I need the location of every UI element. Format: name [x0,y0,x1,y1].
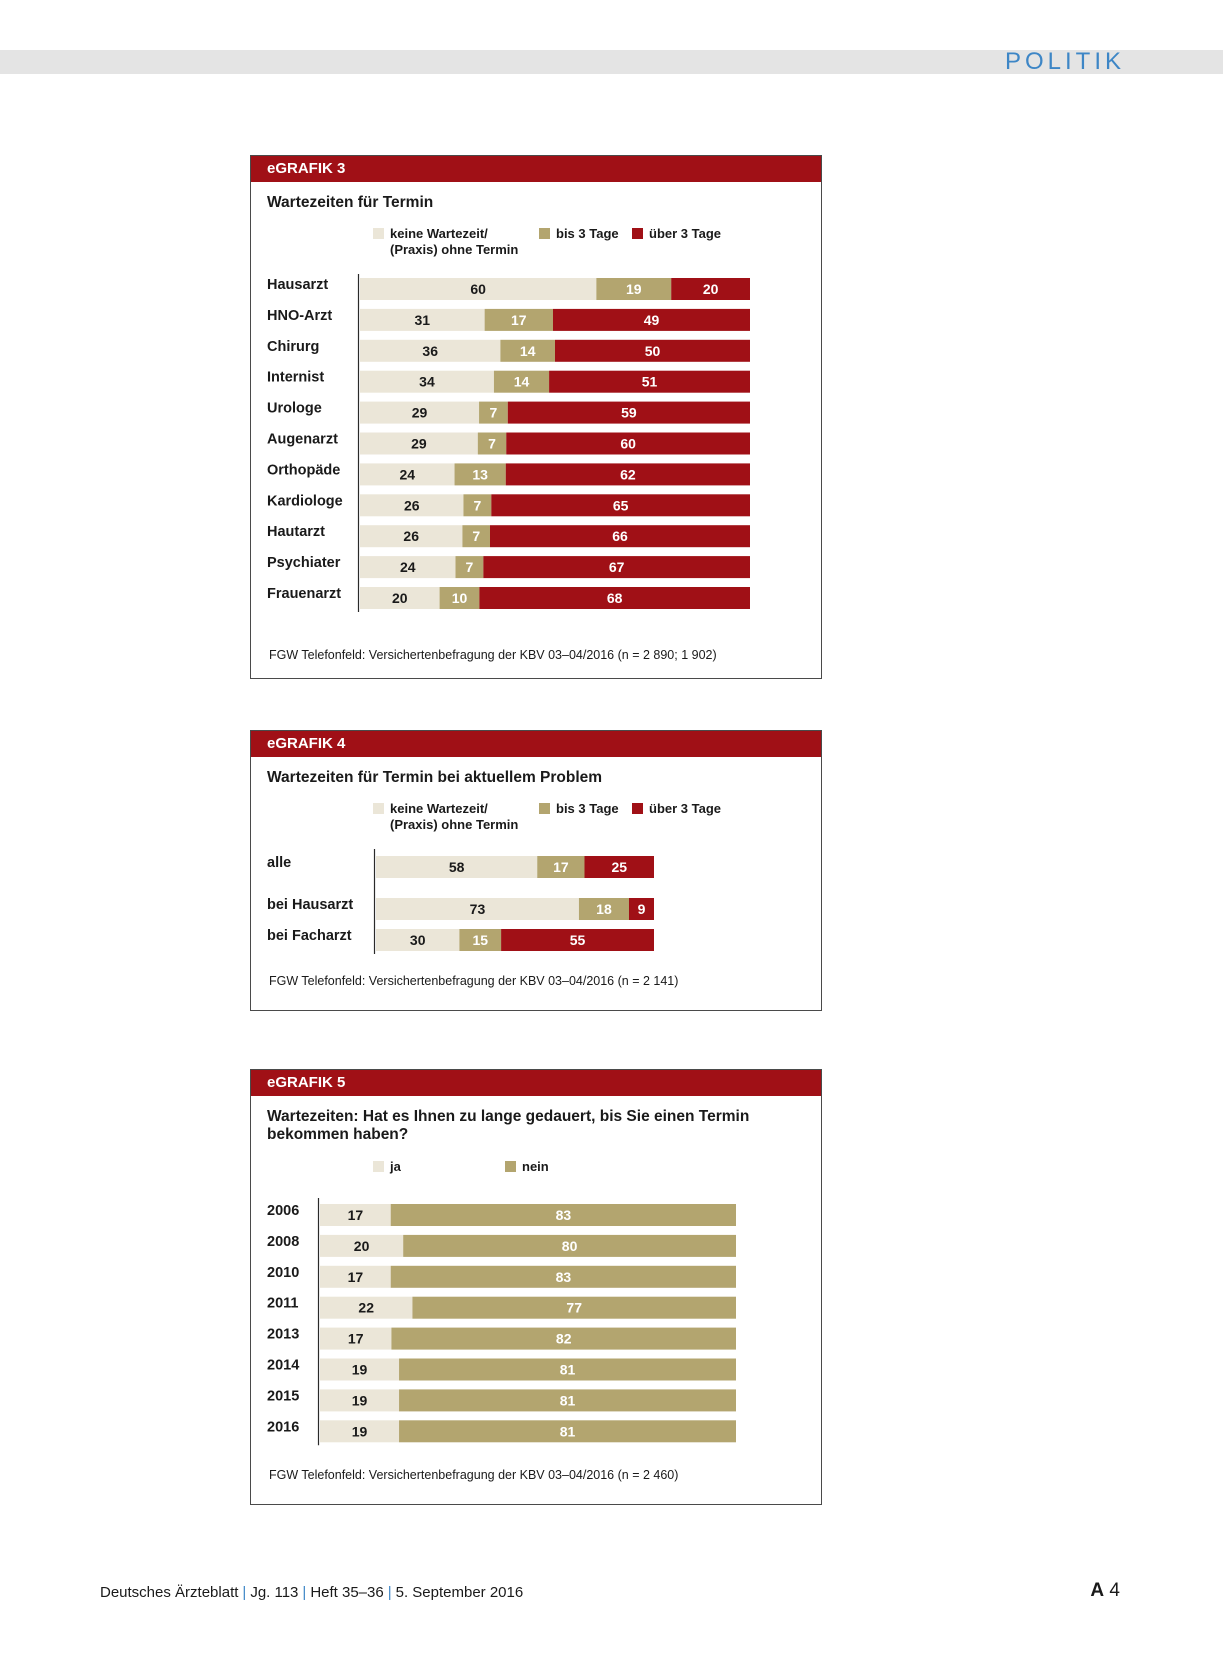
chart-plot [251,268,823,648]
data-label: 50 [644,342,661,359]
legend-label: nein [522,1159,549,1174]
data-label: 7 [472,528,481,545]
category-label: Internist [267,369,325,386]
legend-label: ja [390,1159,401,1174]
data-label: 49 [643,311,660,328]
data-label: 36 [422,342,438,359]
category-label: Hautarzt [267,524,326,541]
category-label: Orthopäde [267,462,341,479]
chart-panel-5 [250,1069,822,1505]
chart-source: FGW Telefonfeld: Versichertenbefragung der KBV 03–04/2016 (n = 2 460) [269,1468,679,1482]
category-label: bei Facharzt [267,928,352,944]
data-label: 7 [488,435,496,452]
legend-swatch [632,803,643,814]
chart-plot [251,843,823,973]
footer-date: 5. September 2016 [395,1584,524,1601]
category-label: Urologe [267,400,322,417]
data-label: 17 [347,1268,364,1285]
page-prefix: A [1090,1580,1105,1601]
chart-source: FGW Telefonfeld: Versichertenbefragung der KBV 03–04/2016 (n = 2 890; 1 902) [269,648,717,662]
data-label: 29 [411,435,427,452]
data-label: 17 [347,1330,364,1347]
legend-swatch [539,228,550,239]
data-label: 14 [519,342,536,359]
footer-issue: Heft 35–36 [310,1584,384,1601]
data-label: 25 [611,859,628,875]
data-label: 20 [353,1237,370,1254]
data-label: 58 [448,859,465,875]
data-label: 31 [414,311,431,328]
data-label: 73 [469,901,486,917]
category-label: alle [267,855,292,871]
page-number-value: 4 [1109,1580,1120,1601]
category-label: 2013 [267,1326,300,1343]
chart-title: Wartezeiten: Hat es Ihnen zu lange gedauert, bis Sie einen Termin bekommen haben? [267,1108,750,1143]
category-label: Psychiater [267,555,341,572]
data-label: 17 [553,859,569,875]
data-label: 7 [465,559,474,576]
data-label: 77 [566,1299,583,1316]
category-label: 2008 [267,1233,300,1250]
page-number [1090,1580,1120,1602]
data-label: 17 [511,311,527,328]
legend-swatch [505,1161,516,1172]
data-label: 81 [559,1361,576,1378]
data-label: 14 [513,373,530,390]
category-label: Kardiologe [267,493,343,510]
chart-plot [251,1190,823,1460]
data-label: 81 [559,1392,576,1409]
legend-swatch [373,228,384,239]
footer-journal: Deutsches Ärzteblatt [100,1584,239,1601]
data-label: 7 [489,404,498,421]
data-label: 67 [608,559,625,576]
data-label: 34 [419,373,435,390]
data-label: 19 [351,1361,368,1378]
data-label: 7 [473,497,482,514]
data-label: 20 [392,590,408,606]
data-label: 60 [620,435,636,452]
data-label: 18 [596,901,612,917]
category-label: HNO-Arzt [267,307,333,324]
data-label: 80 [561,1237,578,1254]
legend-swatch [539,803,550,814]
data-label: 29 [411,404,428,421]
category-label: 2014 [267,1357,300,1374]
data-label: 66 [612,528,628,545]
data-label: 59 [621,404,637,421]
data-label: 81 [559,1423,576,1440]
chart-title: Wartezeiten für Termin [267,194,434,211]
data-label: 30 [409,932,426,948]
category-label: Frauenarzt [267,586,342,602]
section-label: POLITIK [1004,48,1125,75]
legend-label: über 3 Tage [649,801,722,816]
data-label: 22 [358,1299,375,1316]
data-label: 68 [606,590,623,606]
legend-label: über 3 Tage [649,226,722,241]
legend-swatch [373,1161,384,1172]
legend-label: bis 3 Tage [556,801,619,816]
data-label: 65 [612,497,629,514]
legend-swatch [632,228,643,239]
data-label: 26 [403,528,420,545]
data-label: 62 [620,466,636,483]
data-label: 19 [625,281,642,297]
legend-label: bis 3 Tage [556,226,619,241]
category-label: 2015 [267,1388,300,1405]
data-label: 83 [555,1268,572,1285]
data-label: 83 [555,1207,572,1223]
chart-label: eGRAFIK 5 [251,1070,821,1096]
category-label: 2016 [267,1419,300,1436]
category-label: Chirurg [267,338,320,355]
chart-label: eGRAFIK 3 [251,156,821,182]
category-label: 2006 [267,1203,300,1219]
chart-label: eGRAFIK 4 [251,731,821,757]
chart-title: Wartezeiten für Termin bei aktuellem Problem [267,769,603,786]
data-label: 19 [351,1392,368,1409]
data-label: 10 [451,590,468,606]
category-label: bei Hausarzt [267,897,354,913]
data-label: 17 [347,1207,364,1223]
data-label: 20 [702,281,719,297]
chart-panel-4 [250,730,822,1011]
data-label: 13 [472,466,488,483]
legend-swatch [373,803,384,814]
page-footer: Deutsches Ärzteblatt | Jg. 113 | Heft 35–36 | 5. September 2016 [100,1584,524,1601]
data-label: 19 [351,1423,368,1440]
chart-source: FGW Telefonfeld: Versichertenbefragung der KBV 03–04/2016 (n = 2 141) [269,974,679,988]
data-label: 26 [403,497,420,514]
legend-label: keine Wartezeit/ (Praxis) ohne Termin [390,801,519,832]
category-label: Hausarzt [267,277,329,293]
category-label: Augenarzt [267,431,338,448]
data-label: 24 [399,466,416,483]
data-label: 60 [470,281,486,297]
data-label: 15 [472,932,489,948]
data-label: 51 [641,373,658,390]
footer-volume: Jg. 113 [250,1584,299,1601]
category-label: 2010 [267,1264,300,1281]
data-label: 24 [399,559,416,576]
data-label: 55 [569,932,586,948]
chart-panel-3 [250,155,822,679]
data-label: 82 [555,1330,572,1347]
legend-label: keine Wartezeit/ (Praxis) ohne Termin [390,226,519,257]
category-label: 2011 [267,1295,299,1312]
data-label: 9 [637,901,646,917]
